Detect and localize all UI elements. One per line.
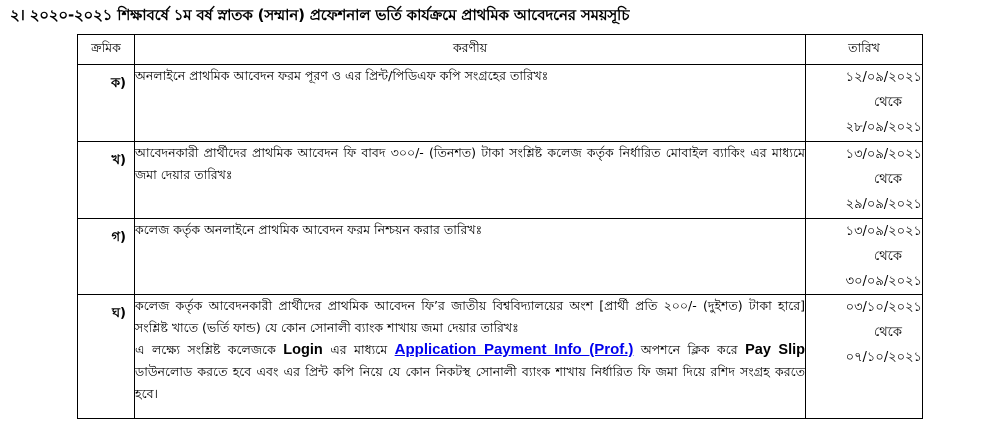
date-from: ১২/০৯/২০২১ xyxy=(845,70,922,85)
row-serial: গ) xyxy=(78,219,135,295)
row-date-range xyxy=(806,219,923,295)
date-between-label: থেকে xyxy=(873,325,902,340)
column-header-task: করণীয় xyxy=(135,35,806,65)
table-row xyxy=(78,142,923,219)
table-header-row xyxy=(78,35,923,65)
row-task: কলেজ কর্তৃক অনলাইনে প্রাথমিক আবেদন ফরম নিশ্চয়ন করার তারিখঃ xyxy=(135,219,806,295)
row-serial: ক) xyxy=(78,65,135,142)
date-between-label: থেকে xyxy=(873,172,902,187)
task-paragraph-1: কলেজ কর্তৃক আবেদনকারী প্রার্থীদের প্রাথমিক আবেদন ফি’র জাতীয় বিশ্ববিদ্যালয়ের অংশ [প্রার্থী প্রতি ২০০/- (দুইশত) টাকা হারে] সংশ্লিষ্ট খাতে (ভর্তি ফান্ড) যে কোন সোনালী ব্যাংক শাখায় জমা দেয়ার তারিখঃ xyxy=(135,298,805,335)
row-date-range xyxy=(806,295,923,419)
row-task xyxy=(135,295,806,419)
column-header-date: তারিখ xyxy=(806,35,923,65)
table-row xyxy=(78,295,923,419)
date-from: ১৩/০৯/২০২১ xyxy=(845,224,922,239)
row-date-range xyxy=(806,65,923,142)
date-between-label: থেকে xyxy=(873,249,902,264)
schedule-table xyxy=(77,34,923,419)
row-serial: খ) xyxy=(78,142,135,219)
row-task: আবেদনকারী প্রার্থীদের প্রাথমিক আবেদন ফি বাবদ ৩০০/- (তিনশত) টাকা সংশ্লিষ্ট কলেজ কর্তৃক নির্ধারিত মোবাইল ব্যাকিং এর মাধ্যমে জমা দেয়ার তারিখঃ xyxy=(135,142,806,219)
date-to: ৩০/০৯/২০২১ xyxy=(845,274,922,289)
row-serial: ঘ) xyxy=(78,295,135,419)
table-row xyxy=(78,65,923,142)
login-term: Login xyxy=(283,342,323,358)
date-from: ১৩/০৯/২০২১ xyxy=(845,147,922,162)
task-paragraph-2-option: অপশনে ক্লিক করে xyxy=(640,342,738,357)
section-heading: ২। ২০২০-২০২১ শিক্ষাবর্ষে ১ম বর্ষ স্নাতক (সম্মান) প্রফেশনাল ভর্তি কার্যক্রমে প্রাথমিক আবেদনের সময়সূচি xyxy=(10,6,630,24)
row-task: অনলাইনে প্রাথমিক আবেদন ফরম পূরণ ও এর প্রিন্ট/পিডিএফ কপি সংগ্রহের তারিখঃ xyxy=(135,65,806,142)
date-between-label: থেকে xyxy=(873,95,902,110)
column-header-serial: ক্রমিক xyxy=(78,35,135,65)
task-paragraph-2-end: ডাউনলোড করতে হবে এবং এর প্রিন্ট কপি নিয়ে যে কোন নিকটস্থ সোনালী ব্যাংক শাখায় নির্ধারিত ফি জমা দিয়ে রশিদ সংগ্রহ করতে হবে। xyxy=(135,364,805,401)
task-paragraph-2-start: এ লক্ষ্যে সংশ্লিষ্ট কলেজকে xyxy=(135,342,276,357)
date-from: ০৩/১০/২০২১ xyxy=(845,300,922,315)
application-payment-info-link[interactable]: Application Payment Info (Prof.) xyxy=(394,341,634,358)
table-row xyxy=(78,219,923,295)
date-to: ০৭/১০/২০২১ xyxy=(845,350,922,365)
pay-slip-term: Pay Slip xyxy=(745,342,806,358)
task-paragraph-2-mid: এর মাধ্যমে xyxy=(330,342,388,357)
date-to: ২৮/০৯/২০২১ xyxy=(845,120,922,135)
row-date-range xyxy=(806,142,923,219)
date-to: ২৯/০৯/২০২১ xyxy=(845,197,922,212)
